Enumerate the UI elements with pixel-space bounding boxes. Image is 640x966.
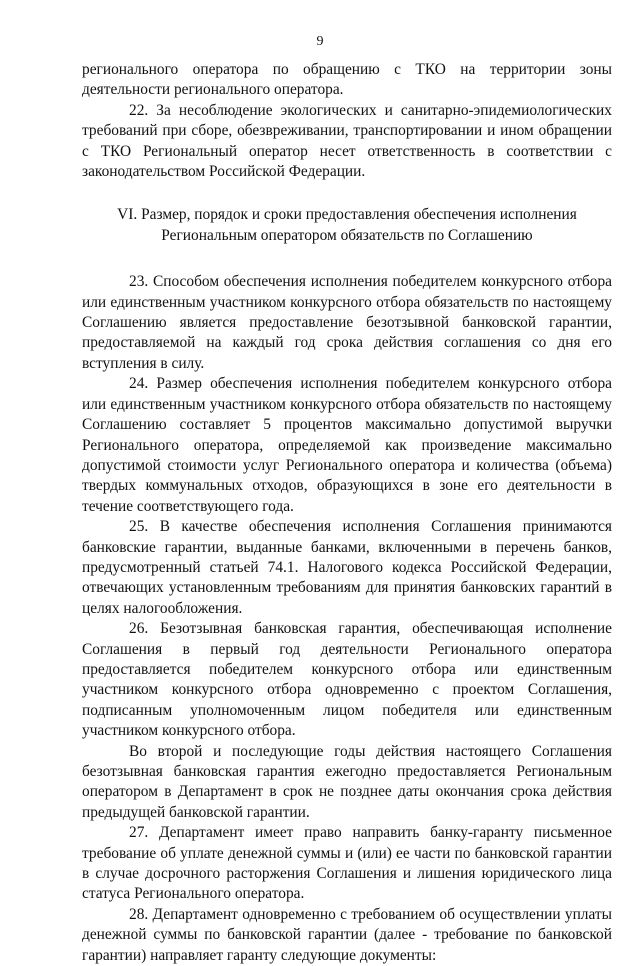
section-title-line-1: VI. Размер, порядок и сроки предоставления обеспечения исполнения bbox=[117, 206, 577, 224]
document-body bbox=[82, 60, 612, 966]
paragraph-23: 23. Способом обеспечения исполнения победителем конкурсного отбора или единственным участником конкурсного отбора обязательств по настоящему Соглашению является предоставление безотзывной банковской гарантии, предоставляемой на каждый год срока действия соглашения со дня его вступления в силу. bbox=[82, 273, 612, 372]
section-title-line-2: Региональным оператором обязательств по Соглашению bbox=[161, 226, 533, 244]
page-number: 9 bbox=[316, 34, 324, 49]
paragraph-24: 24. Размер обеспечения исполнения победителем конкурсного отбора или единственным участником конкурсного отбора обязательств по настоящему Соглашению составляет 5 процентов максимально допустимой выручки Регионального оператора, определяемой как произведение максимально допустимой стоимости услуг Регионального оператора и количества (объема) твердых коммунальных отходов, образующихся в зоне его деятельности в течение соответствующего года. bbox=[82, 375, 612, 515]
paragraph-26-continuation: Во второй и последующие годы действия настоящего Соглашения безотзывная банковская гарантия ежегодно предоставляется Региональным оператором в Департамент в срок не позднее даты окончания срока действия предыдущей банковской гарантии. bbox=[82, 742, 612, 821]
paragraph-26: 26. Безотзывная банковская гарантия, обеспечивающая исполнение Соглашения в первый год деятельности Регионального оператора предоставляется победителем конкурсного отбора или единственным участником конкурсного отбора одновременно с проектом Соглашения, подписанным уполномоченным лицом победителя или единственным участником конкурсного отбора. bbox=[82, 620, 612, 740]
section-title bbox=[82, 205, 612, 246]
paragraph-22: 22. За несоблюдение экологических и санитарно-эпидемиологических требований при сборе, обезвреживании, транспортировании и ином обращении с ТКО Региональный оператор несет ответственность в соответствии с законодательством Российской Федерации. bbox=[82, 101, 612, 181]
paragraph-27: 27. Департамент имеет право направить банку-гаранту письменное требование об уплате денежной суммы и (или) ее части по банковской гарантии в случае досрочного расторжения Соглашения и лишения юридического лица статуса Регионального оператора. bbox=[82, 824, 612, 903]
paragraph-28: 28. Департамент одновременно с требованием об осуществлении уплаты денежной суммы по банковской гарантии (далее - требование по банковской гарантии) направляет гаранту следующие документы: bbox=[82, 905, 612, 964]
paragraph-25: 25. В качестве обеспечения исполнения Соглашения принимаются банковские гарантии, выданные банками, включенными в перечень банков, предусмотренный статьей 74.1. Налогового кодекса Российской Федерации, отвечающих установленным требованиям для принятия банковских гарантий в целях налогообложения. bbox=[82, 518, 612, 617]
paragraph-21-continuation: регионального оператора по обращению с ТКО на территории зоны деятельности регионального оператора. bbox=[82, 61, 612, 99]
